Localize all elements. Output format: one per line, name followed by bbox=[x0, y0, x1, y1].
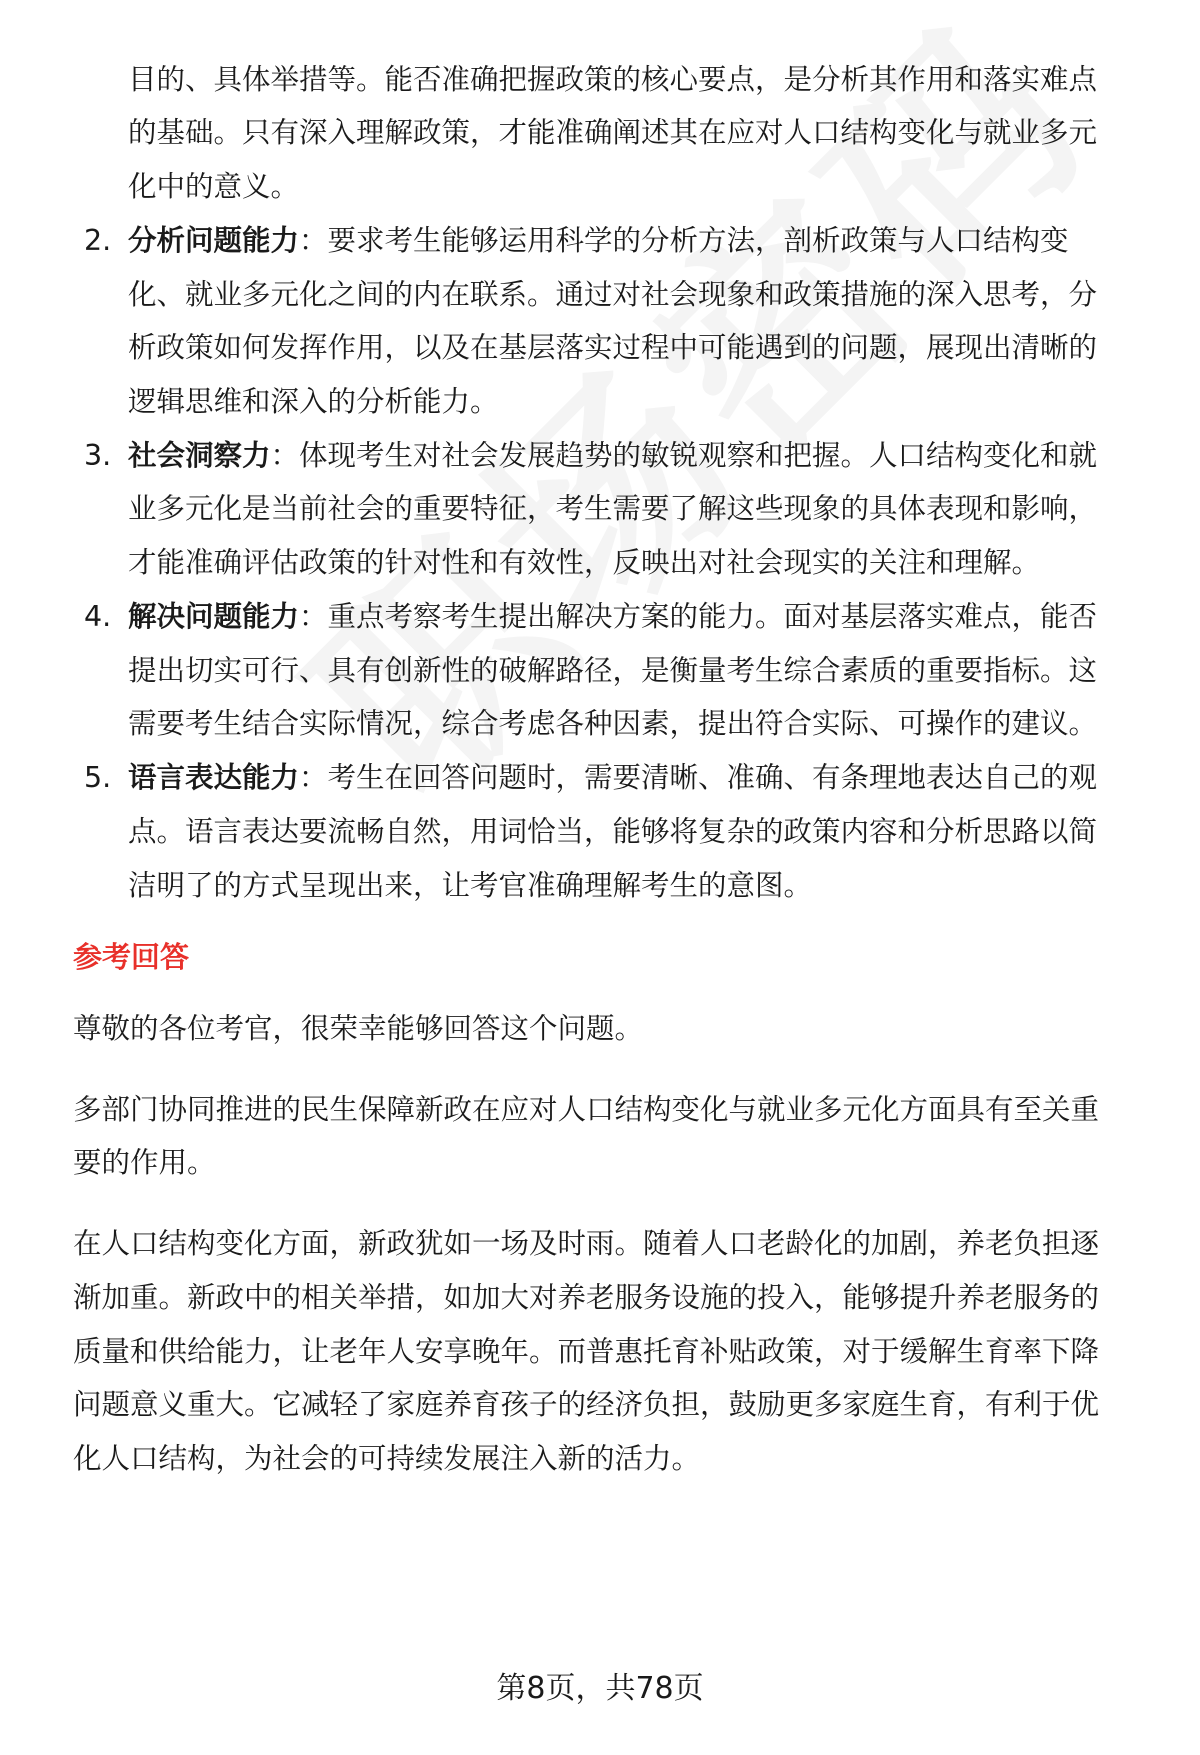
item4-text: ：重点考察考生提出解决方案的能力。面对基层落实难点，能否 bbox=[299, 600, 1098, 633]
item2-number: 2. bbox=[84, 224, 112, 257]
item2-line2: 化、就业多元化之间的内在联系。通过对社会现象和政策措施的深入思考，分 bbox=[128, 278, 1098, 311]
answer-p3-line1: 在人口结构变化方面，新政犹如一场及时雨。随着人口老龄化的加剧，养老负担逐 bbox=[73, 1227, 1100, 1260]
item3-text: ：体现考生对社会发展趋势的敏锐观察和把握。人口结构变化和就 bbox=[270, 439, 1098, 472]
item5-title: 语言表达能力 bbox=[128, 761, 300, 794]
item5-line3: 洁明了的方式呈现出来，让考官准确理解考生的意图。 bbox=[128, 869, 813, 902]
answer-p3-line2: 渐加重。新政中的相关举措，如加大对养老服务设施的投入，能够提升养老服务的 bbox=[73, 1281, 1100, 1314]
item3-line2: 业多元化是当前社会的重要特征，考生需要了解这些现象的具体表现和影响， bbox=[128, 492, 1098, 525]
item5-line1 bbox=[128, 758, 1097, 798]
answer-p2-line2: 要的作用。 bbox=[73, 1146, 216, 1179]
item3-line3: 才能准确评估政策的针对性和有效性，反映出对社会现实的关注和理解。 bbox=[128, 546, 1041, 579]
item5-text: ：考生在回答问题时，需要清晰、准确、有条理地表达自己的观 bbox=[299, 761, 1098, 794]
answer-p1: 尊敬的各位考官，很荣幸能够回答这个问题。 bbox=[73, 1012, 644, 1045]
item5-number: 5. bbox=[84, 761, 112, 794]
answer-p3-line5: 化人口结构，为社会的可持续发展注入新的活力。 bbox=[73, 1442, 701, 1475]
item2-line4: 逻辑思维和深入的分析能力。 bbox=[128, 385, 499, 418]
item2-line1 bbox=[128, 221, 1069, 261]
page-footer: 第8页，共78页 bbox=[496, 1671, 704, 1706]
item4-line3: 需要考生结合实际情况，综合考虑各种因素，提出符合实际、可操作的建议。 bbox=[128, 707, 1098, 740]
answer-heading: 参考回答 bbox=[73, 940, 190, 974]
item1-line1: 目的、具体举措等。能否准确把握政策的核心要点，是分析其作用和落实难点 bbox=[128, 63, 1098, 96]
item1-line3: 化中的意义。 bbox=[128, 170, 300, 203]
item3-title: 社会洞察力 bbox=[128, 439, 271, 472]
item2-title: 分析问题能力 bbox=[128, 224, 300, 257]
answer-p2-line1: 多部门协同推进的民生保障新政在应对人口结构变化与就业多元化方面具有至关重 bbox=[73, 1093, 1100, 1126]
item3-number: 3. bbox=[84, 439, 112, 472]
item1-line2: 的基础。只有深入理解政策，才能准确阐述其在应对人口结构变化与就业多元 bbox=[128, 116, 1098, 149]
item3-line1 bbox=[128, 436, 1097, 476]
item4-number: 4. bbox=[84, 600, 112, 633]
item4-title: 解决问题能力 bbox=[128, 600, 300, 633]
item4-line2: 提出切实可行、具有创新性的破解路径，是衡量考生综合素质的重要指标。这 bbox=[128, 654, 1098, 687]
item4-line1 bbox=[128, 597, 1097, 637]
item5-line2: 点。语言表达要流畅自然，用词恰当，能够将复杂的政策内容和分析思路以简 bbox=[128, 815, 1098, 848]
answer-p3-line3: 质量和供给能力，让老年人安享晚年。而普惠托育补贴政策，对于缓解生育率下降 bbox=[73, 1335, 1100, 1368]
answer-p3-line4: 问题意义重大。它减轻了家庭养育孩子的经济负担，鼓励更多家庭生育，有利于优 bbox=[73, 1388, 1100, 1421]
item2-line3: 析政策如何发挥作用，以及在基层落实过程中可能遇到的问题，展现出清晰的 bbox=[128, 331, 1098, 364]
item2-text: ：要求考生能够运用科学的分析方法，剖析政策与人口结构变 bbox=[299, 224, 1069, 257]
